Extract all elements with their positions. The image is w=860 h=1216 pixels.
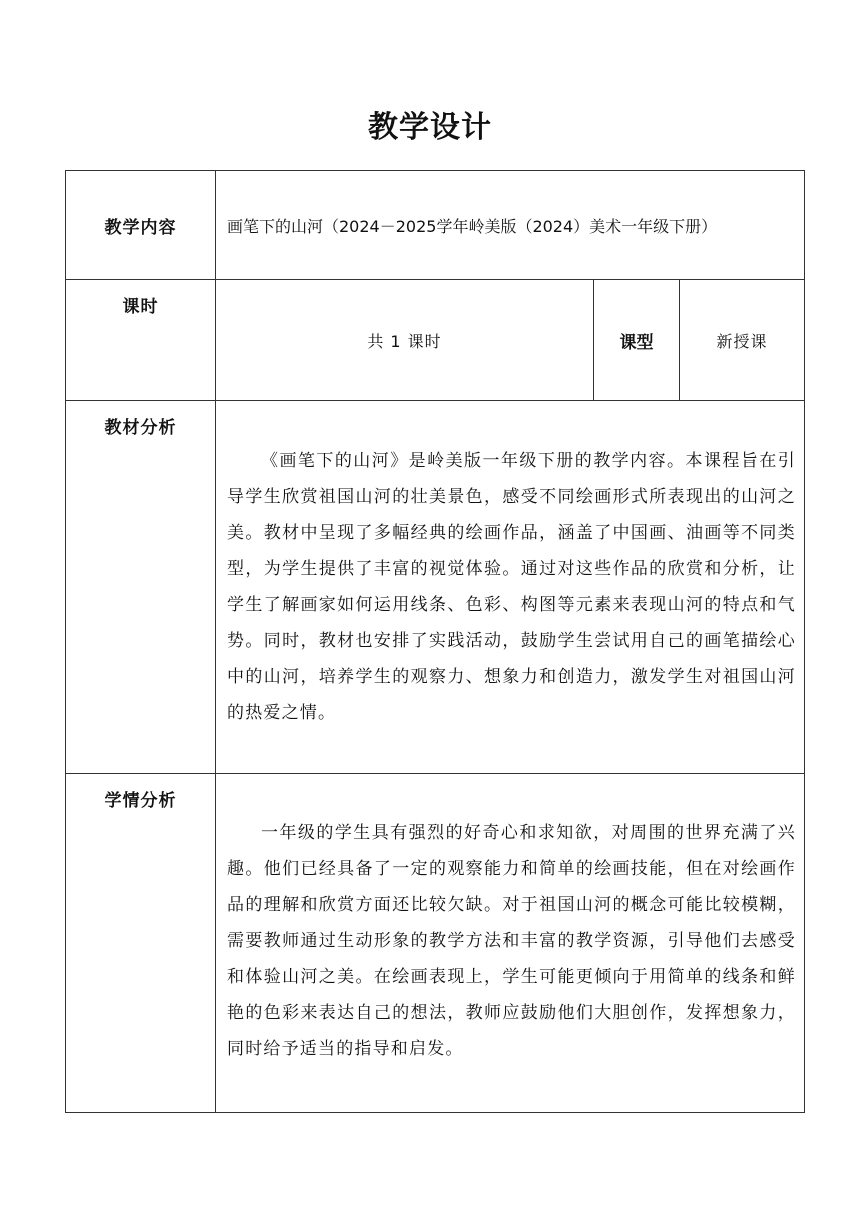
lesson-type-value: 新授课 — [680, 280, 805, 401]
row-learner-analysis — [66, 774, 805, 1113]
page-title: 教学设计 — [368, 110, 492, 145]
teaching-content-value: 画笔下的山河（2024－2025学年岭美版（2024）美术一年级下册） — [216, 171, 805, 280]
textbook-analysis-text: 《画笔下的山河》是岭美版一年级下册的教学内容。本课程旨在引导学生欣赏祖国山河的壮美景色，感受不同绘画形式所表现出的山河之美。教材中呈现了多幅经典的绘画作品，涵盖了中国画、油画等不同类型，为学生提供了丰富的视觉体验。通过对这些作品的欣赏和分析，让学生了解画家如何运用线条、色彩、构图等元素来表现山河的特点和气势。同时，教材也安排了实践活动，鼓励学生尝试用自己的画笔描绘心中的山河，培养学生的观察力、想象力和创造力，激发学生对祖国山河的热爱之情。 — [227, 451, 796, 723]
lesson-design-table — [65, 170, 805, 1113]
lesson-type-label: 课型 — [594, 280, 680, 401]
textbook-analysis-cell — [216, 401, 805, 774]
row-class-hours — [66, 280, 805, 401]
row-teaching-content — [66, 171, 805, 280]
learner-analysis-cell — [216, 774, 805, 1113]
row-textbook-analysis — [66, 401, 805, 774]
class-hours-value: 共 1 课时 — [216, 280, 594, 401]
learner-analysis-label: 学情分析 — [66, 774, 216, 1113]
textbook-analysis-label: 教材分析 — [66, 401, 216, 774]
teaching-content-label: 教学内容 — [66, 171, 216, 280]
class-hours-label: 课时 — [66, 280, 216, 401]
learner-analysis-text: 一年级的学生具有强烈的好奇心和求知欲，对周围的世界充满了兴趣。他们已经具备了一定的观察能力和简单的绘画技能，但在对绘画作品的理解和欣赏方面还比较欠缺。对于祖国山河的概念可能比较模糊，需要教师通过生动形象的教学方法和丰富的教学资源，引导他们去感受和体验山河之美。在绘画表现上，学生可能更倾向于用简单的线条和鲜艳的色彩来表达自己的想法，教师应鼓励他们大胆创作，发挥想象力，同时给予适当的指导和启发。 — [227, 823, 796, 1059]
